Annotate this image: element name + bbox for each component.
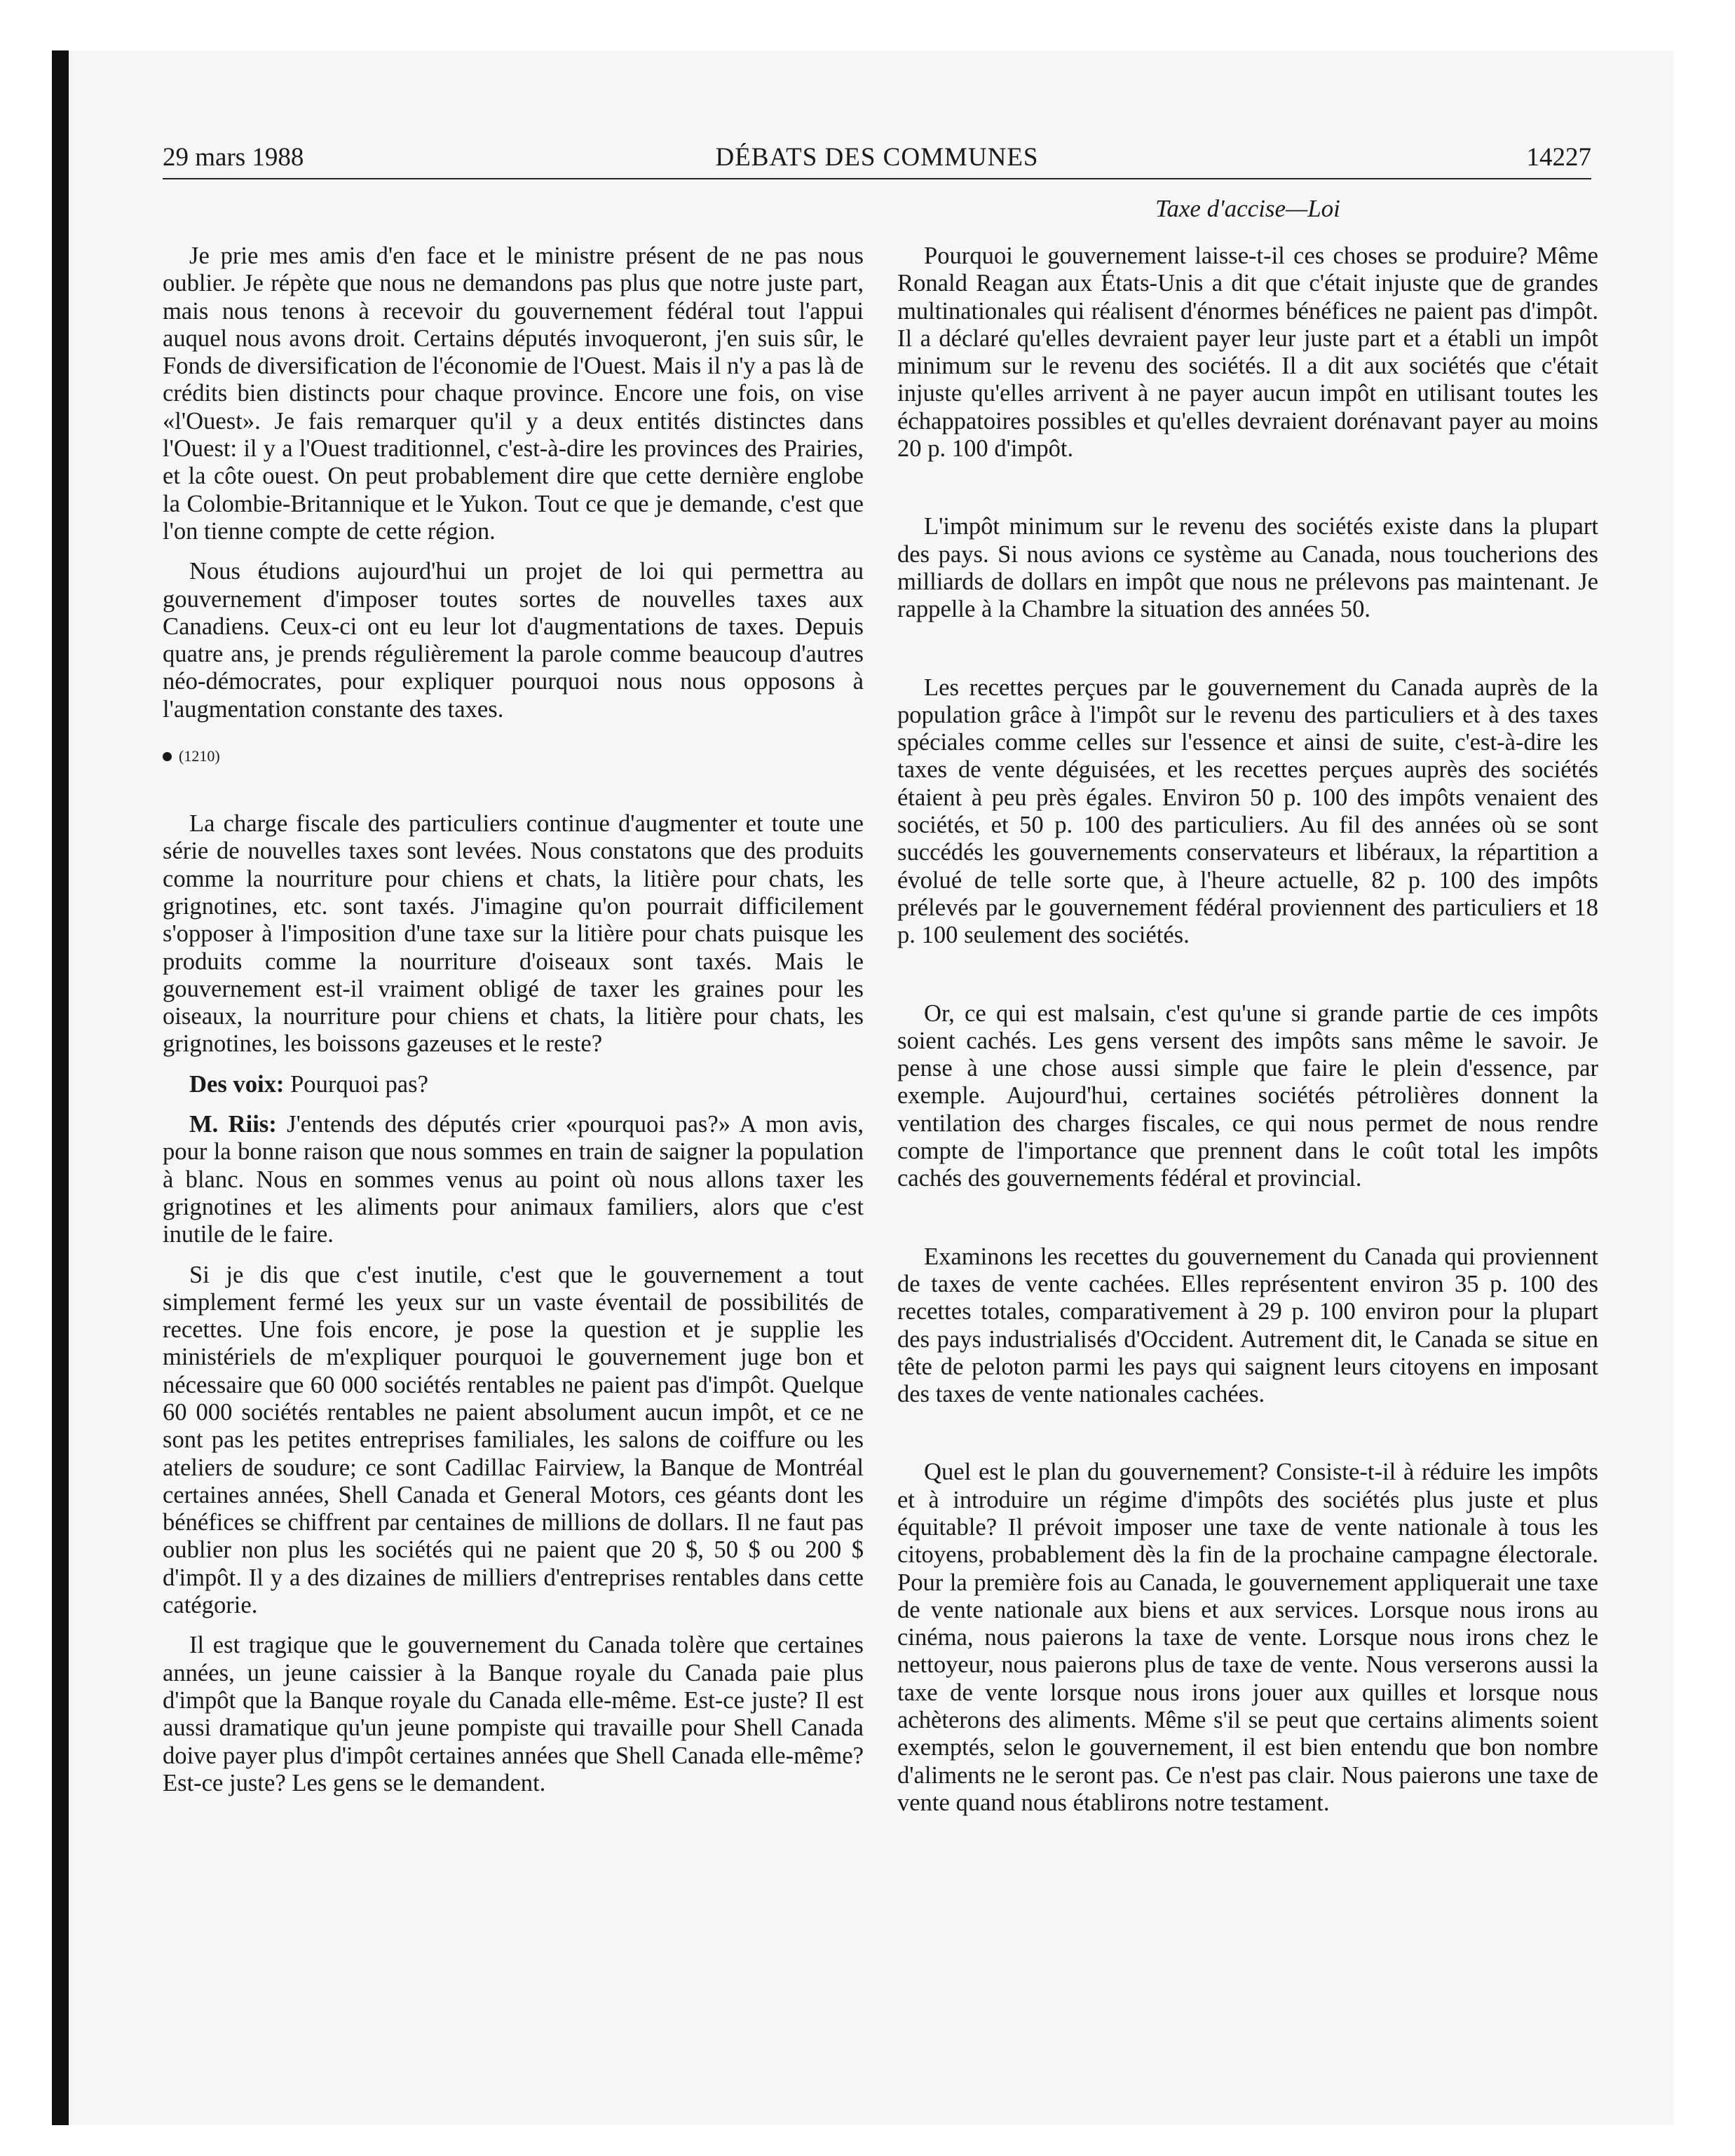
section-title: Taxe d'accise—Loi xyxy=(1155,195,1340,222)
speech-text: Pourquoi pas? xyxy=(284,1070,428,1098)
right-column xyxy=(897,243,1598,1829)
paragraph: Si je dis que c'est inutile, c'est que le gouvernement a tout simplement fermé les yeux sur un vaste éventail de possibilités de recettes. Une fois encore, je pose la question et je supplie les ministériels de m'expliquer pourquoi le gouvernement juge bon et nécessaire que 60 000 sociétés rentables ne paient pas d'impôt. Quelque 60 000 sociétés rentables ne paient absolument aucun impôt, et ce ne sont pas les petites entreprises familiales, les salons de coiffure ou les ateliers de soudure; ce sont Cadillac Fairview, la Banque de Montréal certaines années, Shell Canada et General Motors, ces géants dont les bénéfices se chiffrent par centaines de millions de dollars. Il ne faut pas oublier non plus les sociétés qui ne paient que 20 $, 50 $ ou 200 $ d'impôt. Il y a des dizaines de milliers d'entreprises rentables dans cette catégorie. xyxy=(163,1261,864,1619)
paragraph: Il est tragique que le gouvernement du Canada tolère que certaines années, un jeune caissier à la Banque royale du Canada paie plus d'impôt que la Banque royale du Canada elle-même. Est-ce juste? Il est aussi dramatique qu'un jeune pompiste qui travaille pour Shell Canada doive payer plus d'impôt certaines années que Shell Canada elle-même? Est-ce juste? Les gens se le demandent. xyxy=(163,1632,864,1796)
timestamp-text: (1210) xyxy=(179,747,220,765)
header-date: 29 mars 1988 xyxy=(163,143,304,172)
speaker-name: M. Riis: xyxy=(189,1111,277,1138)
paragraph: Quel est le plan du gouvernement? Consiste-t-il à réduire les impôts et à introduire un régime d'impôts des sociétés plus juste et plus équitable? Il prévoit imposer une taxe de vente nationale à tous les citoyens, probablement dès la fin de la prochaine campagne électorale. Pour la première fois au Canada, le gouvernement appliquerait une taxe de vente nationale aux biens et aux services. Lorsque nous irons au cinéma, nous paierons la taxe de vente. Lorsque nous irons chez le nettoyeur, nous paierons plus de taxe de vente. Nous verserons aussi la taxe de vente lorsque nous irons jouer aux quilles et lorsque nous achèterons des aliments. Même s'il se peut que certains aliments soient exemptés, selon le gouvernement, il est bien entendu que bon nombre d'aliments ne le seront pas. Ce n'est pas clair. Nous paierons une taxe de vente quand nous établirons notre testament. xyxy=(897,1459,1598,1816)
speaker-name: Des voix: xyxy=(189,1070,285,1098)
speech-text: J'entends des députés crier «pourquoi pas?» A mon avis, pour la bonne raison que nous sommes en train de saigner la population à blanc. Nous en sommes venus au point où nous allons taxer les grignotines et les aliments pour animaux familiers, alors que c'est inutile de le faire. xyxy=(163,1111,864,1248)
header-title: DÉBATS DES COMMUNES xyxy=(715,143,1039,172)
bullet-icon xyxy=(163,752,172,761)
paragraph: Nous étudions aujourd'hui un projet de loi qui permettra au gouvernement d'imposer toutes sortes de nouvelles taxes aux Canadiens. Ceux-ci ont eu leur lot d'augmentations de taxes. Depuis quatre ans, je prends régulièrement la parole comme beaucoup d'autres néo-démocrates, pour expliquer pourquoi nous nous opposons à l'augmentation constante des taxes. xyxy=(163,558,864,723)
paragraph: Pourquoi le gouvernement laisse-t-il ces choses se produire? Même Ronald Reagan aux États-Unis a dit que c'était injuste que de grandes multinationales qui réalisent d'énormes bénéfices ne paient pas d'impôt. Il a déclaré qu'elles devraient payer leur juste part et a établi un impôt minimum sur le revenu des sociétés. Il a dit aux sociétés que c'était injuste qu'elles arrivent à ne payer aucun impôt en utilisant toutes les échappatoires possibles et qu'elles devraient dorénavant payer au moins 20 p. 100 d'impôt. xyxy=(897,243,1598,463)
paragraph: La charge fiscale des particuliers continue d'augmenter et toute une série de nouvelles taxes sont levées. Nous constatons que des produits comme la nourriture pour chiens et chats, la litière pour chats, les grignotines, etc. sont taxés. J'imagine qu'on pourrait difficilement s'opposer à l'imposition d'une taxe sur la litière pour chats puisque les produits comme la nourriture d'oiseaux sont taxés. Mais le gouvernement est-il vraiment obligé de taxer les graines pour les oiseaux, la nourriture pour chiens et chats, la litière pour chats, les grignotines, les boissons gazeuses et le reste? xyxy=(163,810,864,1058)
speech-paragraph xyxy=(163,1071,864,1098)
paragraph: Les recettes perçues par le gouvernement du Canada auprès de la population grâce à l'impôt sur le revenu des particuliers et à des taxes spéciales comme celles sur l'essence et ainsi de suite, c'est-à-dire les taxes de vente déguisées, et les recettes perçues auprès des sociétés étaient à peu près égales. Environ 50 p. 100 des impôts venaient des sociétés, et 50 p. 100 des particuliers. Au fil des années où se sont succédés les gouvernements conservateurs et libéraux, la répartition a évolué de telle sorte que, à l'heure actuelle, 82 p. 100 des impôts prélevés par le gouvernement fédéral proviennent des particuliers et 18 p. 100 seulement des sociétés. xyxy=(897,674,1598,949)
left-column xyxy=(163,243,864,1810)
timestamp-marker xyxy=(163,746,864,767)
page-header xyxy=(163,137,1591,179)
paragraph: Examinons les recettes du gouvernement du Canada qui proviennent de taxes de vente cachées. Elles représentent environ 35 p. 100 des recettes totales, comparativement à 29 p. 100 environ pour la plupart des pays industrialisés d'Occident. Autrement dit, le Canada se situe en tête de peloton parmi les pays qui saignent leurs citoyens en imposant des taxes de vente nationales cachées. xyxy=(897,1243,1598,1408)
paragraph: L'impôt minimum sur le revenu des sociétés existe dans la plupart des pays. Si nous avions ce système au Canada, nous toucherions des milliards de dollars en impôt que nous ne prélevons pas maintenant. Je rappelle à la Chambre la situation des années 50. xyxy=(897,513,1598,623)
paragraph: Or, ce qui est malsain, c'est qu'une si grande partie de ces impôts soient cachés. Les gens versent des impôts sans même le savoir. Je pense à une chose aussi simple que faire le plein d'essence, par exemple. Aujourd'hui, certaines sociétés pétrolières donnent la ventilation des charges fiscales, ce qui nous permet de nous rendre compte de l'importance que prennent dans le coût total les impôts cachés des gouvernements fédéral et provincial. xyxy=(897,999,1598,1192)
scan-edge-bar xyxy=(52,50,69,2125)
header-page-number: 14227 xyxy=(1526,143,1591,172)
speech-paragraph xyxy=(163,1111,864,1248)
paragraph: Je prie mes amis d'en face et le ministre présent de ne pas nous oublier. Je répète que nous ne demandons pas plus que notre juste part, mais nous tenons à recevoir du gouvernement fédéral tout l'appui auquel nous avons droit. Certains députés invoqueront, j'en suis sûr, le Fonds de diversification de l'économie de l'Ouest. Mais il n'y a pas là de crédits bien distincts pour chaque province. Encore une fois, on vise «l'Ouest». Je fais remarquer qu'il y a deux entités distinctes dans l'Ouest: il y a l'Ouest traditionnel, c'est-à-dire les provinces des Prairies, et la côte ouest. On peut probablement dire que cette dernière englobe la Colombie-Britannique et le Yukon. Tout ce que je demande, c'est que l'on tienne compte de cette région. xyxy=(163,243,864,545)
